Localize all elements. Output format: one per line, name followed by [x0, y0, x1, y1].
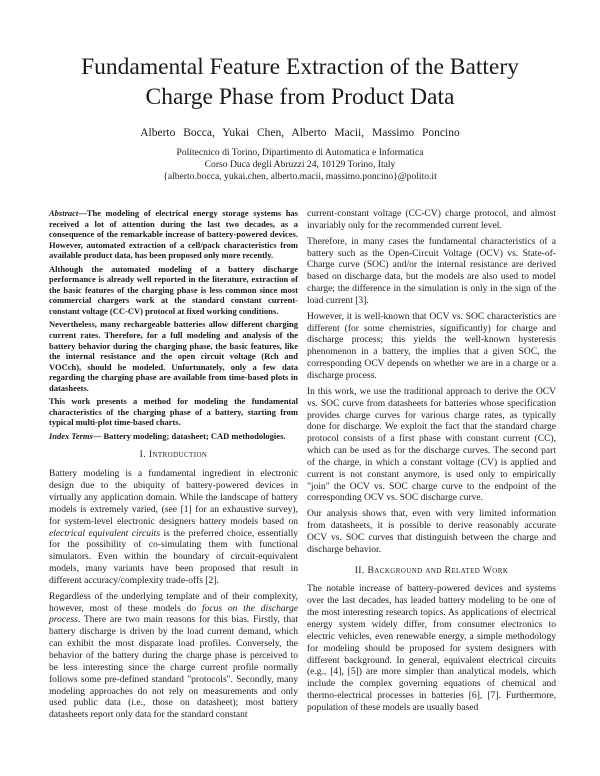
author-list: Alberto Bocca, Yukai Chen, Alberto Macii, Massimo Poncino — [140, 127, 460, 139]
index-terms: Index Terms— Battery modeling; datasheet; CAD methodologies. — [49, 430, 286, 441]
body-paragraph: The notable increase of battery-powered devices and systems over the last decades, has leaded battery modeling to be one of the most interesting research topics. As applications of electrical energy system widely differ, from consumer electronics to electric vehicles, even renewable energy, a simple methodology for modeling should be proposed for system designers with different background. In general, equivalent electrical circuits (e.g., [4], [5]) are more simpler than analytical models, which include the complex governing equations of chemical and thermo-electrical processes in batteries [6], [7]. Furthermore, population of these models are usually based — [307, 583, 556, 713]
abstract-paragraph: Although the automated modeling of a battery discharge performance is already well reported in the literature, extraction of the basic features of the charging phase is less common since most commercial chargers work at the standard constant current-constant voltage (CC-CV) protocol at fixed working conditions. — [49, 263, 298, 316]
body-paragraph: However, it is well-known that OCV vs. SOC characteristics are different (for some chemistries, significantly) for charge and discharge process; this yields the well-known hysteresis phenomenon in a battery, the implies that a given SOC, the corresponding OCV depends on whether we are in a charge or a discharge process. — [307, 310, 556, 381]
abstract-paragraph: Abstract—The modeling of electrical energy storage systems has received a lot of attention during the last two decades, as a consequence of the remarkable increase of battery-powered devices. However, automated extraction of a cell/pack characteristics from available product data, has been proposed only more recently. — [49, 208, 298, 261]
left-column — [49, 208, 298, 725]
abstract-paragraph: Nevertheless, many rechargeable batteries allow different charging current rates. Therefore, for a full modeling and analysis of the battery behavior during the charging phase, the basic features, like the internal resistance and the open circuit voltage (Rch and VOCch), should be modeled. Unfortunately, only a few data regarding the charging phase are available from time-based plots in datasheets. — [49, 319, 298, 393]
title-line-2: Charge Phase from Product Data — [145, 84, 455, 110]
section-heading-background: II. Background and Related Work — [354, 564, 509, 576]
body-paragraph: Our analysis shows that, even with very limited information from datasheets, it is possible to derive reasonably accurate OCV vs. SOC curves that distinguish between the charge and discharge behavior. — [307, 508, 556, 555]
affiliation-block — [0, 147, 600, 184]
abstract — [49, 208, 298, 428]
right-column — [307, 208, 556, 718]
body-paragraph: In this work, we use the traditional approach to derive the OCV vs. SOC curve from datasheets for batteries whose specification provides charge curves for various charge rates, as typically done for discharge. We exploit the fact that the standard charge protocol consists of a first phase with constant current (CC), which can be used as for the discharge curves. The second part of the charge, in which a constant voltage (CV) is applied and current is not constant anymore, is used only to empirically "join" the OCV vs. SOC charge curve to the endpoint of the corresponding OCV vs. SOC discharge curve. — [307, 385, 556, 504]
affiliation-line: Politecnico di Torino, Dipartimento di Automatica e Informatica — [176, 147, 424, 158]
body-paragraph: current-constant voltage (CC-CV) charge protocol, and almost invariably only for the recommended current level. — [307, 208, 556, 231]
abstract-label: Abstract — [49, 208, 79, 218]
body-paragraph: Therefore, in many cases the fundamental characteristics of a battery such as the Open-Circuit Voltage (OCV) vs. State-of-Charge curve (SOC) and/or the internal resistance are derived based on discharge data, but the models are also used to model charge; the difference in the simulation is only in the sign of the load current [3]. — [307, 235, 556, 306]
index-terms-label: Index Terms — [49, 430, 93, 441]
body-paragraph: Battery modeling is a fundamental ingredient in electronic design due to the ubiquity of battery-powered devices in virtually any application domain. While the landscape of battery models is extremely varied, (see [1] for an exhaustive survey), for system-level electronic designers battery models based on electrical equivalent circuits is the preferred choice, essentially for the possibility of co-simulating them with functional simulators. Even within the boundary of circuit-equivalent models, many variants have been proposed that result in different accuracy/complexity trade-offs [2]. — [49, 468, 298, 586]
section-heading-introduction: I. Introduction — [139, 449, 208, 461]
paper-title — [40, 52, 560, 112]
affiliation-emails: {alberto.bocca, yukai.chen, alberto.macii, massimo.poncino}@polito.it — [163, 171, 437, 183]
body-paragraph: Regardless of the underlying template and of their complexity, however, most of these models do focus on the discharge process. There are two main reasons for this bias. Firstly, that battery discharge is driven by the load current demand, which can exhibit the most disparate load profiles. Conversely, the behavior of the battery during the charge phase is perceived to be less interesting since the charge current profile normally follows some pre-defined standard "protocols". Secondly, many modeling approaches do not rely on measurements and only used public data (i.e., those on datasheet); most battery datasheets report only data for the standard constant — [49, 590, 298, 721]
title-line-1: Fundamental Feature Extraction of the Battery — [81, 54, 519, 80]
abstract-paragraph: This work presents a method for modeling the fundamental characteristics of the charging phase of a battery, starting from typical multi-plot time-based charts. — [49, 396, 298, 428]
affiliation-line: Corso Duca degli Abruzzi 24, 10129 Torino, Italy — [204, 159, 396, 171]
